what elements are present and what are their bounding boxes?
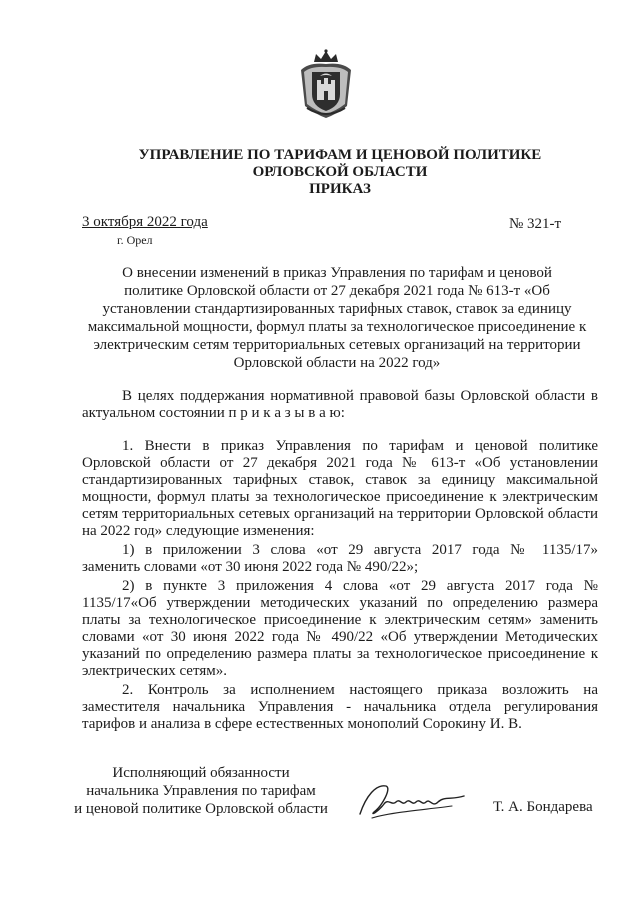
item2-line: 2. Контроль за исполнением настоящего приказа возложить на <box>122 682 598 698</box>
document-city: г. Орел <box>117 233 153 247</box>
organization-name: УПРАВЛЕНИЕ ПО ТАРИФАМ И ЦЕНОВОЙ ПОЛИТИКЕ <box>138 147 542 163</box>
preamble-line: В целях поддержания нормативной правовой базы Орловской области в <box>122 388 598 404</box>
subitem2-line: 1135/17«Об утверждении методических указаний по определению размера <box>82 595 598 611</box>
organization-region: ОРЛОВСКОЙ ОБЛАСТИ <box>252 164 428 180</box>
document-number: № 321-т <box>509 216 562 232</box>
handwritten-signature <box>352 776 482 826</box>
subject-line: О внесении изменений в приказ Управления по тарифам и ценовой <box>122 265 552 281</box>
item2-line: заместителя начальника Управления - начальника отдела регулирования <box>82 699 598 715</box>
subitem2-line: указаний по определению размера платы за технологическое присоединение к <box>82 646 598 662</box>
subitem2-line: 2) в пункте 3 приложения 4 слова «от 29 августа 2017 года № <box>122 578 598 594</box>
subject-line: политике Орловской области от 27 декабря 2021 года № 613-т «Об <box>124 283 550 299</box>
signatory-title-line: Исполняющий обязанности <box>112 765 290 781</box>
subject-line: установлении стандартизированных тарифных ставок, ставок за единицу <box>102 301 572 317</box>
subitem1-line: заменить словами «от 30 июня 2022 года № 490/22»; <box>82 559 419 575</box>
preamble-line: актуальном состоянии п р и к а з ы в а ю: <box>82 405 345 421</box>
document-type-title: ПРИКАЗ <box>309 181 371 197</box>
item1-line: 1. Внести в приказ Управления по тарифам и ценовой политике <box>122 438 598 454</box>
subject-line: максимальной мощности, формул платы за технологическое присоединение к <box>87 319 587 335</box>
signatory-name: Т. А. Бондарева <box>493 799 593 815</box>
item1-line: на 2022 год» следующие изменения: <box>82 523 315 539</box>
subject-line: Орловской области на 2022 год» <box>233 355 441 371</box>
subitem1-line: 1) в приложении 3 слова «от 29 августа 2017 года № 1135/17» <box>122 542 598 558</box>
subitem2-line: платы за технологическое присоединение к электрическим сетям» заменить <box>82 612 598 628</box>
coat-of-arms-emblem <box>297 48 355 120</box>
item1-line: стандартизированных тарифных ставок, ставок за единицу максимальной <box>82 472 598 488</box>
item2-line: тарифов и анализа в сфере естественных монополий Сорокину И. В. <box>82 716 522 732</box>
signatory-title-line: начальника Управления по тарифам <box>86 783 316 799</box>
signatory-title-line: и ценовой политике Орловской области <box>74 801 328 817</box>
subject-line: электрическим сетям территориальных сетевых организаций на территории <box>93 337 581 353</box>
item1-line: мощности, формул платы за технологическое присоединение к электрическим <box>82 489 598 505</box>
subitem2-line: электрических сетям». <box>82 663 227 679</box>
document-date: 3 октября 2022 года <box>82 214 208 230</box>
subitem2-line: словами «от 30 июня 2022 года № 490/22 «Об утверждении Методических <box>82 629 598 645</box>
item1-line: Орловской области от 27 декабря 2021 года № 613-т «Об установлении <box>82 455 598 471</box>
item1-line: сетям территориальных сетевых организаций на территории Орловской области <box>82 506 598 522</box>
